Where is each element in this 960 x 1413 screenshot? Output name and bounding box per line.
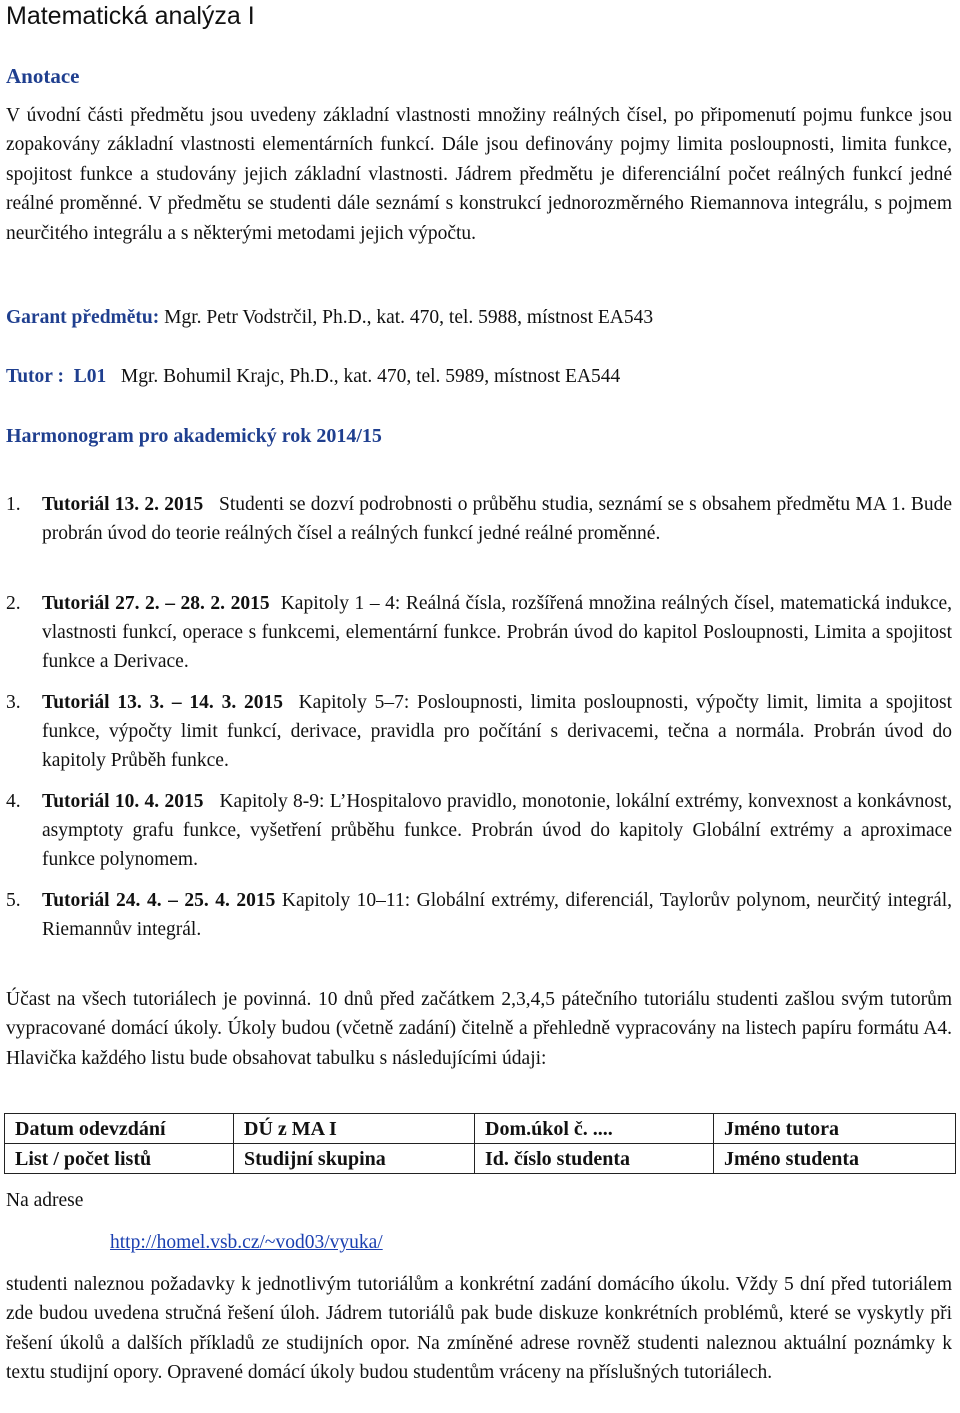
item-number: 2. — [6, 593, 21, 614]
schedule-item-4 — [6, 787, 952, 874]
table-cell: List / počet listů — [5, 1144, 234, 1174]
course-url-link[interactable]: http://homel.vsb.cz/~vod03/vyuka/ — [110, 1232, 383, 1253]
annotation-text: V úvodní části předmětu jsou uvedeny základní vlastnosti množiny reálných čísel, po připomenutí pojmu funkce jsou zopakovány základní vlastnosti elementárních funkcí. Dále jsou definovány pojmy limita posloupnosti, limita funkce, spojitost funkce a studovány jejich základní vlastnosti. Jádrem předmětu je diferenciální počet reálných funkcí jedné reálné proměnné. V předmětu se studenti dále seznámí s konstrukcí jednorozměrného Riemannova integrálu, s pojmem neurčitého integrálu a s některými metodami jejich výpočtu. — [6, 105, 952, 244]
page-title: Matematická analýza I — [6, 2, 255, 30]
annotation-heading: Anotace — [6, 64, 80, 88]
tutor-label: Tutor : — [6, 366, 64, 387]
item-number: 3. — [6, 692, 21, 713]
item-number: 5. — [6, 890, 21, 911]
item-text: Kapitoly 10–11: Globální extrémy, diferenciál, Taylorův polynom, neurčitý integrál, Riemannův integrál. — [42, 890, 952, 940]
tutor-code: L01 — [73, 366, 107, 387]
table-cell: Datum odevzdání — [5, 1114, 234, 1144]
item-text: Kapitoly 5–7: Posloupnosti, limita posloupnosti, výpočty limit, limita a spojitost funkce, výpočty limit funkcí, derivace, pravidla pro počítání s derivacemi, tečna a normála. Probrán úvod do kapitoly Průběh funkce. — [42, 692, 953, 771]
item-date: Tutoriál 27. 2. – 28. 2. 2015 — [42, 593, 270, 614]
table-cell: Id. číslo studenta — [475, 1144, 714, 1174]
item-number: 4. — [6, 791, 21, 812]
table-row — [5, 1144, 956, 1174]
item-text: Kapitoly 8-9: L’Hospitalovo pravidlo, monotonie, lokální extrémy, konvexnost a konkávnost, asymptoty grafu funkce, vyšetření průběhu funkce. Probrán úvod do kapitoly Globální extrémy a aproximace funkce polynomem. — [42, 791, 953, 870]
address-label: Na adrese — [6, 1190, 84, 1211]
guarantor-line — [6, 305, 653, 331]
item-date: Tutoriál 10. 4. 2015 — [42, 791, 204, 812]
tutor-value: Mgr. Bohumil Krajc, Ph.D., kat. 470, tel. 5989, místnost EA544 — [120, 366, 621, 387]
item-date: Tutoriál 24. 4. – 25. 4. 2015 — [42, 890, 276, 911]
schedule-item-1 — [6, 490, 952, 548]
schedule-item-3 — [6, 688, 952, 775]
item-text: Kapitoly 1 – 4: Reálná čísla, rozšířená množina reálných čísel, matematická indukce, vlastnosti funkcí, operace s funkcemi, elementární funkce. Probrán úvod do kapitol Posloupnosti, Limita a spojitost funkce a Derivace. — [42, 593, 953, 672]
homework-header-table — [4, 1113, 956, 1174]
table-cell: Studijní skupina — [234, 1144, 475, 1174]
schedule-item-2 — [6, 589, 952, 676]
closing-text: studenti naleznou požadavky k jednotlivým tutoriálům a konkrétní zadání domácího úkolu. Vždy 5 dní před tutoriálem zde budou uvedena stručná řešení úloh. Jádrem tutoriálů pak bude diskuze konkrétních problémů, které se vyskytly při řešení úkolů a dalších příkladů ze studijních opor. Na zmíněné adrese rovněž studenti naleznou aktuální poznámky k textu studijní opory. Opravené domácí úkoly budou studentům vráceny na příslušných tutoriálech. — [6, 1274, 952, 1384]
item-date: Tutoriál 13. 2. 2015 — [42, 494, 204, 515]
table-cell: Dom.úkol č. .... — [475, 1114, 714, 1144]
table-row — [5, 1114, 956, 1144]
schedule-heading: Harmonogram pro akademický rok 2014/15 — [6, 425, 382, 447]
item-number: 1. — [6, 494, 21, 515]
table-cell: Jméno studenta — [714, 1144, 956, 1174]
schedule-item-5 — [6, 886, 952, 944]
guarantor-value: Mgr. Petr Vodstrčil, Ph.D., kat. 470, tel. 5988, místnost EA543 — [164, 307, 654, 328]
guarantor-label: Garant předmětu: — [6, 307, 160, 328]
table-cell: DÚ z MA I — [234, 1114, 475, 1144]
item-text: Studenti se dozví podrobnosti o průběhu studia, seznámí se s obsahem předmětu MA 1. Bude probrán úvod do teorie reálných čísel a reálných funkcí jedné reálné proměnné. — [42, 494, 953, 544]
table-cell: Jméno tutora — [714, 1114, 956, 1144]
item-date: Tutoriál 13. 3. – 14. 3. 2015 — [42, 692, 283, 713]
attendance-text: Účast na všech tutoriálech je povinná. 10 dnů před začátkem 2,3,4,5 pátečního tutoriálu studenti zašlou svým tutorům vypracované domácí úkoly. Úkoly budou (včetně zadání) čitelně a přehledně vypracovány na listech papíru formátu A4. Hlavička každého listu bude obsahovat tabulku s následujícími údaji: — [6, 989, 952, 1069]
tutor-line — [6, 364, 620, 390]
